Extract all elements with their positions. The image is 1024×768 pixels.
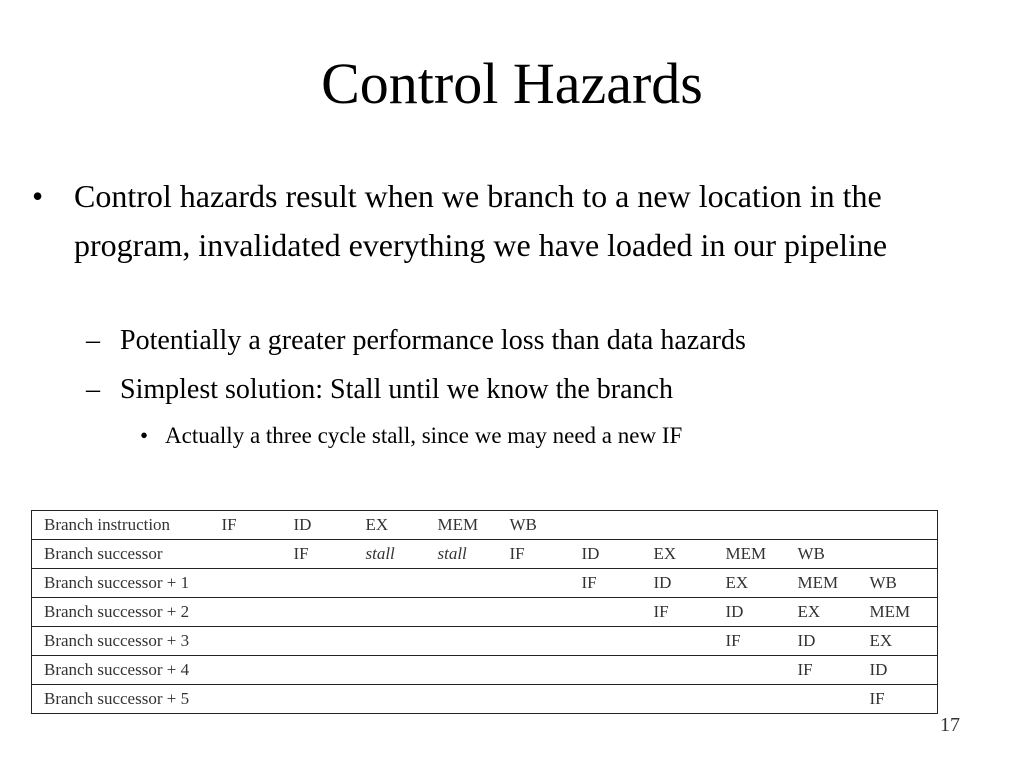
stage-cell: EX [366, 511, 438, 540]
stage-cell: IF [870, 685, 938, 714]
stage-cell: IF [654, 598, 726, 627]
row-label: Branch successor + 3 [32, 627, 222, 656]
main-bullet-text: Control hazards result when we branch to a new location in the program, invalidated everything we have loaded in our pipeline [74, 178, 888, 263]
stage-cell [726, 685, 798, 714]
stage-cell [870, 540, 938, 569]
stage-cell: IF [222, 511, 294, 540]
sub-bullet-marker: – [86, 325, 100, 356]
stage-cell [294, 569, 366, 598]
table-row [32, 627, 938, 656]
stage-cell: IF [582, 569, 654, 598]
table-row [32, 685, 938, 714]
stage-cell: IF [510, 540, 582, 569]
row-label: Branch successor [32, 540, 222, 569]
stage-cell [510, 627, 582, 656]
subsub-bullet-text: Actually a three cycle stall, since we may need a new IF [165, 423, 683, 448]
stage-cell: MEM [798, 569, 870, 598]
stage-cell [366, 685, 438, 714]
stage-cell [582, 685, 654, 714]
row-label: Branch instruction [32, 511, 222, 540]
stage-cell [366, 656, 438, 685]
stage-cell [366, 569, 438, 598]
stage-cell [582, 511, 654, 540]
stage-cell [438, 627, 510, 656]
stage-cell: EX [870, 627, 938, 656]
stage-cell [510, 569, 582, 598]
sub-bullet-marker: – [86, 374, 100, 405]
stage-cell: ID [798, 627, 870, 656]
stage-cell: ID [294, 511, 366, 540]
stage-cell [294, 656, 366, 685]
row-label: Branch successor + 4 [32, 656, 222, 685]
stage-cell [654, 511, 726, 540]
slide-title: Control Hazards [321, 51, 703, 116]
stage-cell: MEM [870, 598, 938, 627]
stage-cell: stall [366, 540, 438, 569]
stage-cell: EX [798, 598, 870, 627]
table-row [32, 540, 938, 569]
stage-cell [366, 598, 438, 627]
stage-cell [726, 511, 798, 540]
stage-cell: ID [870, 656, 938, 685]
stage-cell: stall [438, 540, 510, 569]
stage-cell [438, 569, 510, 598]
stage-cell [726, 656, 798, 685]
stage-cell [798, 685, 870, 714]
stage-cell: EX [726, 569, 798, 598]
row-label: Branch successor + 2 [32, 598, 222, 627]
sub-bullet-text: Simplest solution: Stall until we know the branch [120, 374, 673, 405]
table-row [32, 569, 938, 598]
stage-cell [222, 685, 294, 714]
page-number: 17 [940, 714, 960, 736]
pipeline-table [31, 510, 938, 714]
row-label: Branch successor + 1 [32, 569, 222, 598]
stage-cell [510, 598, 582, 627]
stage-cell [294, 598, 366, 627]
stage-cell: MEM [726, 540, 798, 569]
table-row [32, 656, 938, 685]
sub-bullet-text: Potentially a greater performance loss than data hazards [120, 325, 746, 356]
stage-cell: MEM [438, 511, 510, 540]
table-row [32, 511, 938, 540]
row-label: Branch successor + 5 [32, 685, 222, 714]
stage-cell: ID [654, 569, 726, 598]
stage-cell [654, 685, 726, 714]
stage-cell [582, 598, 654, 627]
stage-cell: EX [654, 540, 726, 569]
stage-cell [294, 685, 366, 714]
stage-cell [870, 511, 938, 540]
stage-cell [798, 511, 870, 540]
stage-cell: WB [510, 511, 582, 540]
stage-cell [366, 627, 438, 656]
table-row [32, 598, 938, 627]
stage-cell [654, 656, 726, 685]
stage-cell: IF [798, 656, 870, 685]
stage-cell [654, 627, 726, 656]
stage-cell [582, 627, 654, 656]
stage-cell [438, 656, 510, 685]
stage-cell [294, 627, 366, 656]
stage-cell [510, 656, 582, 685]
stage-cell: IF [726, 627, 798, 656]
stage-cell [222, 627, 294, 656]
stage-cell [438, 685, 510, 714]
stage-cell: ID [726, 598, 798, 627]
bullet-marker: • [32, 178, 44, 214]
stage-cell: WB [798, 540, 870, 569]
stage-cell [222, 569, 294, 598]
subsub-bullet-marker: • [140, 423, 149, 448]
stage-cell [510, 685, 582, 714]
stage-cell [582, 656, 654, 685]
stage-cell: IF [294, 540, 366, 569]
stage-cell [222, 540, 294, 569]
stage-cell: ID [582, 540, 654, 569]
stage-cell: WB [870, 569, 938, 598]
stage-cell [222, 656, 294, 685]
stage-cell [438, 598, 510, 627]
stage-cell [222, 598, 294, 627]
